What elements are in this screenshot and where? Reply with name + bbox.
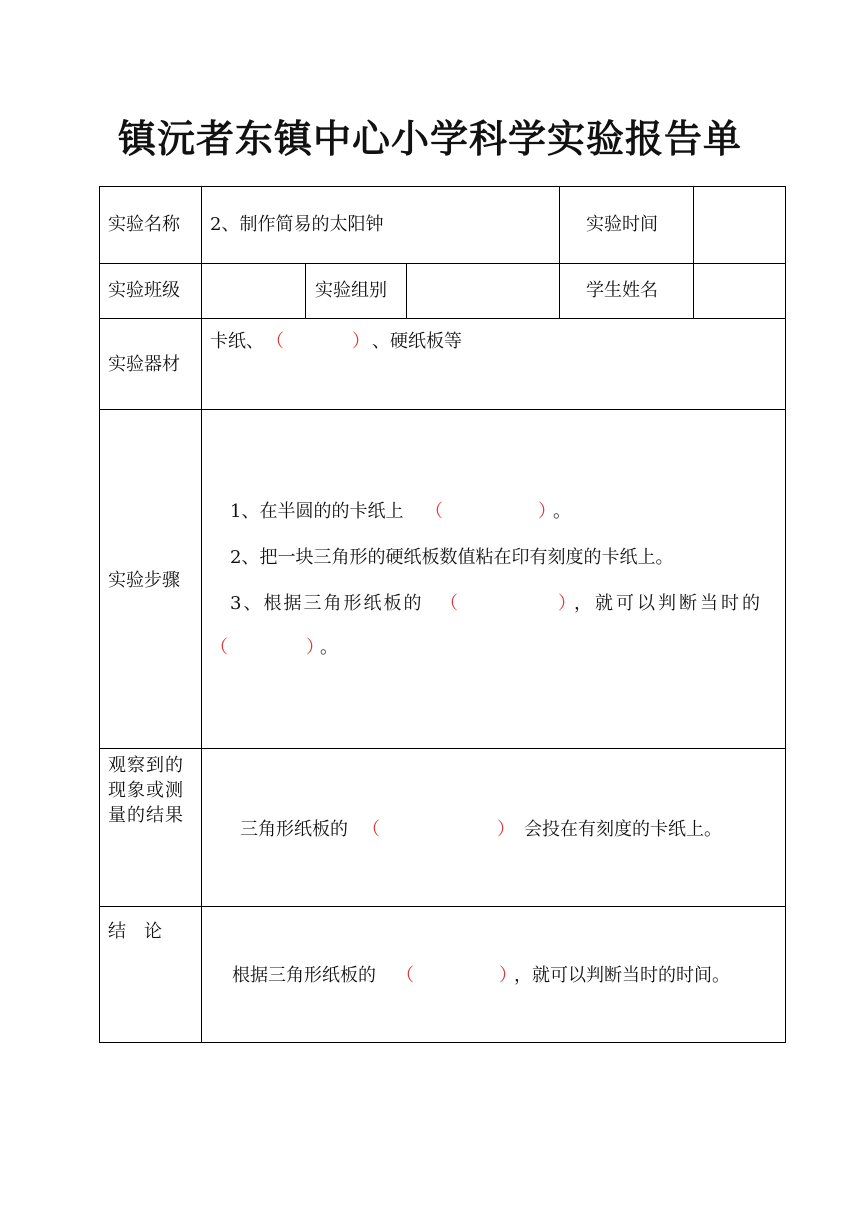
step-3-mid: ，就可以判断当时的 <box>574 593 763 614</box>
label-conclusion: 结 论 <box>108 921 162 942</box>
conclusion-text: 根据三角形纸板的 <box>232 965 376 986</box>
label-materials: 实验器材 <box>108 354 180 375</box>
observation-text: 三角形纸板的 <box>240 819 348 840</box>
label-observation-2: 现象或测 <box>108 780 184 801</box>
materials-blank-close: ） <box>352 331 370 352</box>
step-1-end: 。 <box>553 501 571 522</box>
conclusion-end: ，就可以判断当时的时间。 <box>514 965 730 986</box>
step-3-blank-open: （ <box>440 593 458 614</box>
label-group: 实验组别 <box>315 280 387 301</box>
observation-blank-close: ） <box>497 819 515 840</box>
step-1-blank-close: ） <box>538 501 556 522</box>
step-1-text: 1、在半圆的的卡纸上 <box>230 501 404 522</box>
student-name-field[interactable] <box>700 280 780 302</box>
step-3-text: 3、根据三角形纸板的 <box>230 593 424 614</box>
step-3b-blank-open: （ <box>210 637 228 658</box>
label-class: 实验班级 <box>108 280 180 301</box>
observation-end: 会投在有刻度的卡纸上。 <box>524 819 722 840</box>
label-observation-3: 量的结果 <box>108 805 184 826</box>
experiment-name-value: 2、制作简易的太阳钟 <box>210 214 384 235</box>
label-observation-1: 观察到的 <box>108 755 184 776</box>
conclusion-blank-open: （ <box>396 965 414 986</box>
observation-blank-open: （ <box>362 819 380 840</box>
page-title: 镇沅者东镇中心小学科学实验报告单 <box>117 117 742 161</box>
materials-prefix: 卡纸、 <box>210 331 264 352</box>
label-experiment-name: 实验名称 <box>108 214 180 235</box>
label-experiment-time: 实验时间 <box>586 214 658 235</box>
label-steps: 实验步骤 <box>108 570 180 591</box>
step-3b-blank-close: ） <box>306 637 324 658</box>
materials-blank-open: （ <box>266 331 284 352</box>
class-field[interactable] <box>210 280 300 302</box>
step-3b-end: 。 <box>320 637 338 658</box>
experiment-time-field[interactable] <box>700 214 780 236</box>
conclusion-blank-close: ） <box>499 965 517 986</box>
group-field[interactable] <box>414 280 554 302</box>
step-3-blank-close: ） <box>558 593 576 614</box>
step-1-blank-open: （ <box>425 501 443 522</box>
label-student-name: 学生姓名 <box>586 280 658 301</box>
materials-suffix: 、硬纸板等 <box>372 331 462 352</box>
step-2-text: 2、把一块三角形的硬纸板数值粘在印有刻度的卡纸上。 <box>230 547 674 568</box>
